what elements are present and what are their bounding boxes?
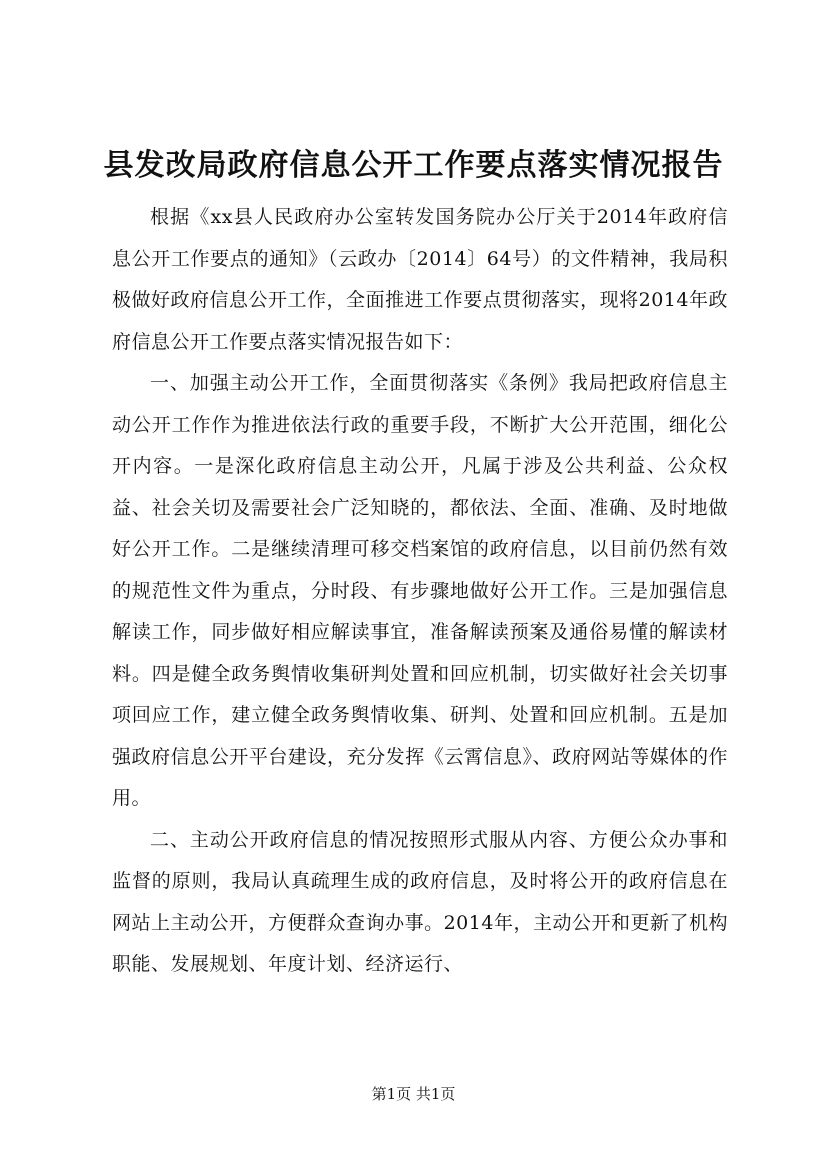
paragraph-intro: 根据《xx县人民政府办公室转发国务院办公厅关于2014年政府信息公开工作要点的通知》（云政办〔2014〕64号）的文件精神，我局积极做好政府信息公开工作，全面推进工作要点贯彻落实，现将2014年政府信息公开工作要点落实情况报告如下： [112, 206, 728, 353]
page-footer: 第1页 共1页 [371, 1085, 456, 1103]
document-body [112, 197, 728, 986]
paragraph-section-2: 二、主动公开政府信息的情况按照形式服从内容、方便公众办事和监督的原则，我局认真疏理生成的政府信息，及时将公开的政府信息在网站上主动公开，方便群众查询办事。2014年，主动公开和更新了机构职能、发展规划、年度计划、经济运行、 [112, 828, 728, 975]
document-title: 县发改局政府信息公开工作要点落实情况报告 [103, 148, 724, 183]
paragraph-section-1: 一、加强主动公开工作，全面贯彻落实《条例》我局把政府信息主动公开工作作为推进依法行政的重要手段，不断扩大公开范围，细化公开内容。一是深化政府信息主动公开，凡属于涉及公共利益、公众权益、社会关切及需要社会广泛知晓的，都依法、全面、准确、及时地做好公开工作。二是继续清理可移交档案馆的政府信息，以目前仍然有效的规范性文件为重点，分时段、有步骤地做好公开工作。三是加强信息解读工作，同步做好相应解读事宜，准备解读预案及通俗易懂的解读材料。四是健全政务舆情收集研判处置和回应机制，切实做好社会关切事项回应工作，建立健全政务舆情收集、研判、处置和回应机制。五是加强政府信息公开平台建设，充分发挥《云霄信息》、政府网站等媒体的作用。 [112, 372, 728, 809]
